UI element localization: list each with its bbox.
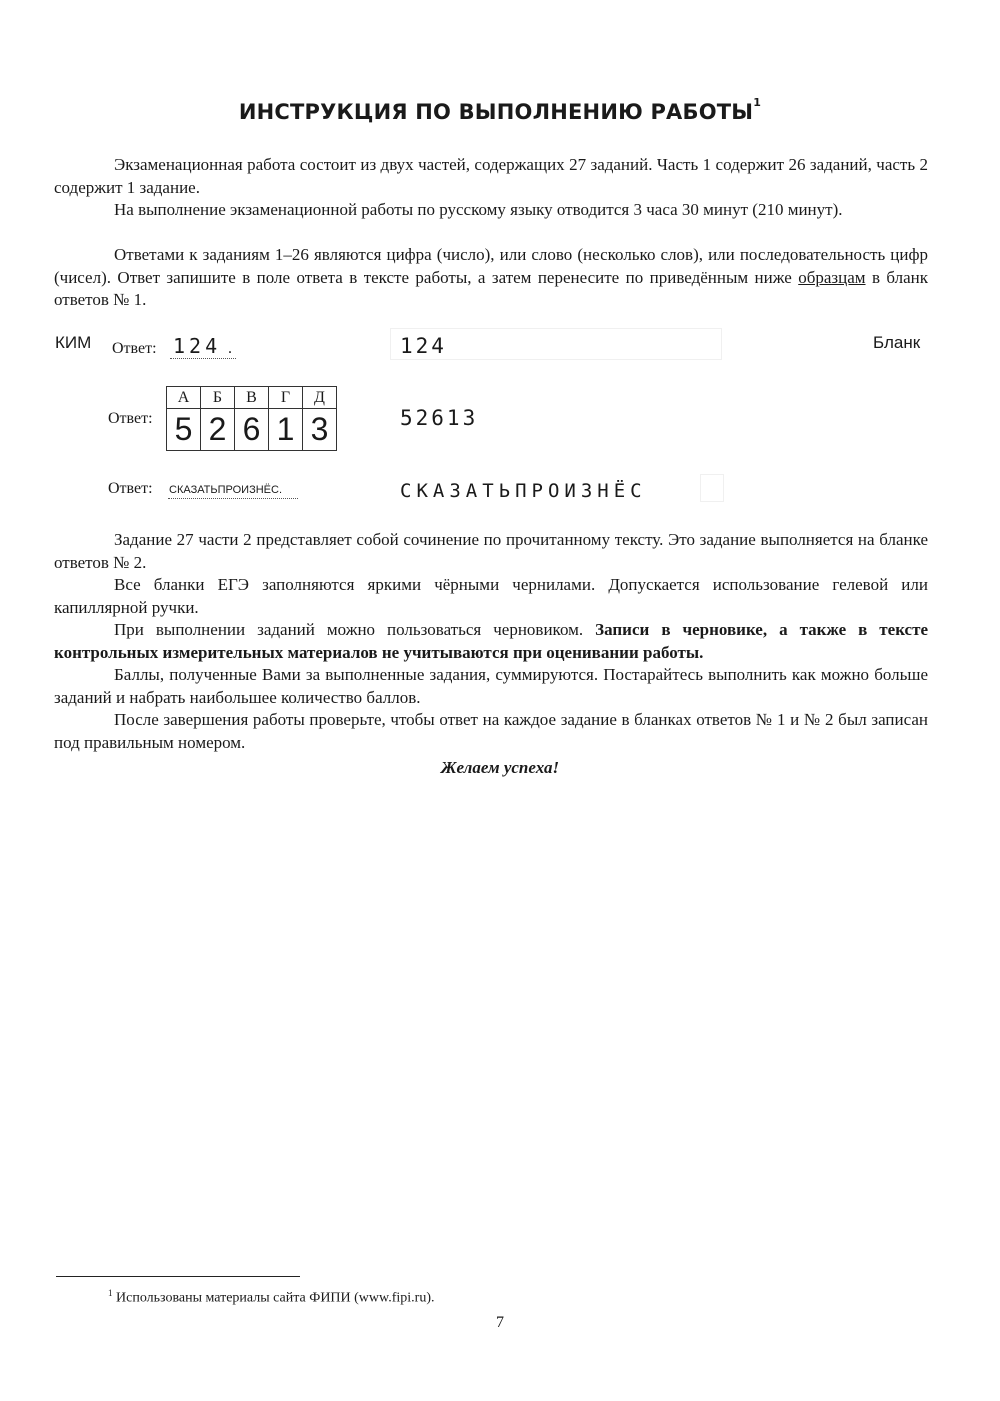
intro-paragraph-3-start: Ответами к заданиям 1–26 являются цифра (число), или слово (несколько слов), или последовательность цифр (чисел). Ответ запишите в поле ответа в тексте работы, а затем перенесите по приведённым ниже — [54, 245, 928, 287]
grid-digit-cell: 2 — [201, 409, 235, 451]
intro-paragraph-3 — [54, 244, 928, 312]
blank-label: Бланк — [873, 333, 921, 352]
answer1-form-entry: 124 — [400, 334, 447, 358]
footnote — [108, 1288, 435, 1307]
faint-form-cell — [700, 474, 724, 502]
grid-digit-cell: 1 — [269, 409, 303, 451]
grid-header-cell: Г — [269, 387, 303, 409]
grid-header-cell: Д — [303, 387, 337, 409]
page-number: 7 — [496, 1314, 504, 1331]
intro-paragraph-3-end: в бланк ответов № 1. — [54, 267, 928, 309]
rules-paragraph-4: Баллы, полученные Вами за выполненные задания, суммируются. Постарайтесь выполнить как можно больше заданий и набрать наибольшее количество баллов. — [54, 665, 928, 707]
grid-header-cell: Б — [201, 387, 235, 409]
rules-paragraph-2: Все бланки ЕГЭ заполняются яркими чёрными чернилами. Допускается использование гелевой или капиллярной ручки. — [54, 575, 928, 617]
rules-paragraph-1: Задание 27 части 2 представляет собой сочинение по прочитанному тексту. Это задание выполняется на бланке ответов № 2. — [54, 530, 928, 572]
rules-paragraph-3 — [54, 619, 928, 664]
answer1-underline — [170, 358, 236, 359]
title-text: ИНСТРУКЦИЯ ПО ВЫПОЛНЕНИЮ РАБОТЫ — [238, 100, 754, 124]
grid-header-cell: А — [167, 387, 201, 409]
answer1-dot: . — [228, 340, 232, 357]
rules-paragraph-5: После завершения работы проверьте, чтобы ответ на каждое задание в бланках ответов № 1 и № 2 был записан под правильным номером. — [54, 710, 928, 752]
answer2-form-entry: 52613 — [400, 406, 479, 430]
page-title — [0, 96, 1000, 124]
rules-paragraph-3-start: При выполнении заданий можно пользоваться черновиком. — [114, 620, 596, 639]
answer3-label: Ответ: — [108, 480, 153, 497]
kim-label: КИМ — [55, 333, 92, 352]
intro-paragraph-2: На выполнение экзаменационной работы по русскому языку отводится 3 часа 30 минут (210 минут). — [114, 200, 843, 219]
answer3-form-entry: СКАЗАТЬПРОИЗНЁС — [400, 480, 647, 502]
footnote-mark: 1 — [108, 1288, 113, 1298]
answer2-label: Ответ: — [108, 410, 153, 427]
grid-header-cell: В — [235, 387, 269, 409]
answer3-underline — [168, 498, 298, 499]
grid-digit-cell: 5 — [167, 409, 201, 451]
footnote-divider — [56, 1276, 300, 1277]
answer2-grid — [166, 386, 337, 451]
samples-link-text: образцам — [798, 267, 866, 287]
answer1-value: 124 — [173, 334, 222, 358]
answer1-label: Ответ: — [112, 340, 157, 357]
grid-digit-cell: 3 — [303, 409, 337, 451]
title-footnote-mark: 1 — [753, 96, 762, 109]
rules-paragraph-3-bold: Записи в черновике, а также в тексте контрольных измерительных материалов не учитываются при оценивании работы. — [54, 620, 929, 662]
grid-digit-cell: 6 — [235, 409, 269, 451]
intro-paragraph-1: Экзаменационная работа состоит из двух частей, содержащих 27 заданий. Часть 1 содержит 26 заданий, часть 2 содержит 1 задание. — [54, 155, 928, 197]
closing-wish: Желаем успеха! — [440, 758, 560, 777]
answer3-value: СКАЗАТЬПРОИЗНЁС. — [169, 484, 283, 496]
footnote-text: Использованы материалы сайта ФИПИ (www.fipi.ru). — [116, 1290, 435, 1306]
